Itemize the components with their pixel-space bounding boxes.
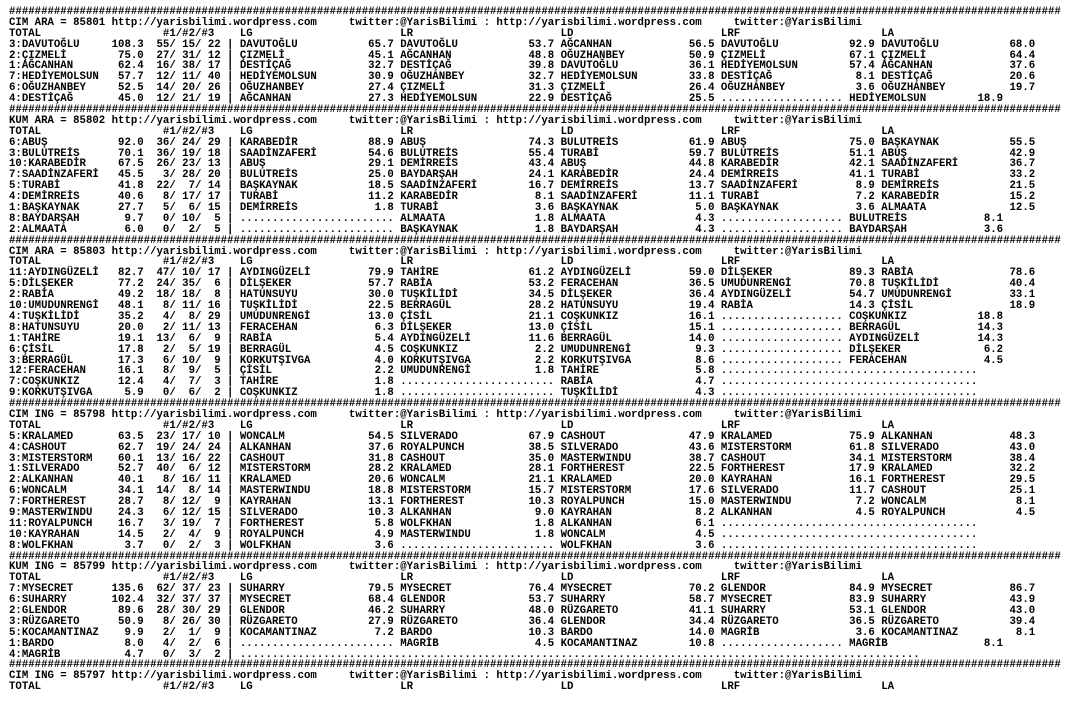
- race-header-line: CIM ING = 85798 http://yarisbilimi.wordpress.com twitter:@YarisBilimi : http://yarisbilimi.wordpress.com twitter:@YarisBilimi: [9, 408, 863, 421]
- result-row: 7:FORTHEREST 28.7 8/ 12/ 9 | KAYRAHAN 13.1 FORTHEREST 10.3 ROYALPUNCH 15.0 MASTERWINDU 7.2 WONCALM 8.1: [9, 496, 1036, 509]
- result-row: 8:HATUNSUYU 20.0 2/ 11/ 13 | FERACEHAN 6.3 DİLŞEKER 13.0 ÇİSİL 15.1 ................... BERRAGÜL 14.3: [9, 321, 1004, 334]
- result-row: 6:ABUŞ 92.0 36/ 24/ 29 | KARABEDİR 88.9 ABUŞ 74.3 BULUTREİS 61.9 ABUŞ 75.0 BAŞKAYNAK 55.5: [9, 136, 1036, 149]
- result-row: 10:KAYRAHAN 14.5 2/ 4/ 9 | ROYALPUNCH 4.9 MASTERWINDU 1.8 WONCALM 4.5 ........................................: [9, 528, 978, 541]
- result-row: 10:UMUDUNRENGİ 48.1 8/ 11/ 16 | TUŞKİLİDİ 22.5 BERRAGÜL 28.2 HATUNSUYU 19.4 RABİA 14.3 ÇİSİL 18.9: [9, 300, 1036, 313]
- result-row: 2:ÇIZMELİ 75.0 27/ 31/ 12 | ÇIZMELİ 45.1 AĞCANHAN 48.8 OĞUZHANBEY 50.9 ÇIZMELİ 67.1 ÇIZMELİ 64.4: [9, 49, 1036, 62]
- race-results-document: [9, 7, 1061, 693]
- result-row: 4:DEMİRREİS 40.6 8/ 17/ 17 | TURABİ 11.2 KARABEDİR 8.1 SAADİNZAFERİ 11.1 TURABİ 7.2 KARABEDİR 15.2: [9, 191, 1036, 204]
- column-header-line: TOTAL #1/#2/#3 LG LR LD LRF LA: [9, 572, 895, 585]
- result-row: 4:DESTİÇAĞ 45.0 12/ 21/ 19 | AĞCANHAN 27.3 HEDİYEMOLSUN 22.9 DESTİÇAĞ 25.5 ................... HEDİYEMOLSUN 18.9: [9, 93, 1004, 106]
- result-row: 10:KARABEDİR 67.5 26/ 23/ 13 | ABUŞ 29.1 DEMİRREİS 43.4 ABUŞ 44.8 KARABEDİR 42.1 SAADİNZAFERİ 36.7: [9, 158, 1036, 171]
- race-header-line: CIM ARA = 85801 http://yarisbilimi.wordpress.com twitter:@YarisBilimi : http://yarisbilimi.wordpress.com twitter:@YarisBilimi: [9, 16, 863, 29]
- column-header-line: TOTAL #1/#2/#3 LG LR LD LRF LA: [9, 256, 895, 269]
- result-row: 7:COŞKUNKIZ 12.4 4/ 7/ 3 | TAHİRE 1.8 ........................ RABİA 4.7 ........................................: [9, 376, 978, 389]
- result-row: 12:FERACEHAN 16.1 8/ 9/ 5 | ÇİSİL 2.2 UMUDUNRENGİ 1.8 TAHİRE 5.8 ........................................: [9, 365, 978, 378]
- result-row: 6:SUHARRY 102.4 32/ 37/ 37 | MYSECRET 68.4 GLENDOR 53.7 SUHARRY 58.7 MYSECRET 83.9 SUHARRY 43.9: [9, 594, 1036, 607]
- result-row: 8:WOLFKHAN 3.7 0/ 2/ 3 | WOLFKHAN 3.6 ........................ WOLFKHAN 3.6 ........................................: [9, 539, 978, 552]
- result-row: 3:BULUTREİS 70.1 36/ 19/ 18 | SAADİNZAFERİ 54.6 BULUTREİS 55.4 TURABİ 59.7 BULUTREİS 51.1 ABUŞ 42.9: [9, 147, 1036, 160]
- separator-line: ####################################################################################################################################################################: [9, 659, 1061, 672]
- result-row: 9:KORKUTŞIVGA 5.9 0/ 6/ 2 | COŞKUNKIZ 1.8 ........................ TUŞKİLİDİ 4.3 ........................................: [9, 387, 978, 400]
- race-header-line: CIM ING = 85797 http://yarisbilimi.wordpress.com twitter:@YarisBilimi : http://yarisbilimi.wordpress.com twitter:@YarisBilimi: [9, 670, 863, 683]
- column-header-line: TOTAL #1/#2/#3 LG LR LD LRF LA: [9, 419, 895, 432]
- result-row: 1:AĞCANHAN 62.4 16/ 38/ 17 | DESTİÇAĞ 32.7 DESTİÇAĞ 39.8 DAVUTOĞLU 36.1 HEDİYEMOLSUN 57.4 AĞCANHAN 37.6: [9, 60, 1036, 73]
- result-row: 3:BERRAGÜL 17.3 6/ 10/ 9 | KORKUTŞIVGA 4.0 KORKUTŞIVGA 2.2 KORKUTŞIVGA 8.6 ................... FERACEHAN 4.5: [9, 354, 1004, 367]
- result-row: 3:RÜZGARETO 50.9 8/ 26/ 30 | RÜZGARETO 27.9 RÜZGARETO 36.4 GLENDOR 34.4 RÜZGARETO 36.5 RÜZGARETO 39.4: [9, 615, 1036, 628]
- column-header-line: TOTAL #1/#2/#3 LG LR LD LRF LA: [9, 681, 895, 694]
- result-row: 2:RABİA 49.2 18/ 18/ 8 | HATUNSUYU 30.0 TUŞKİLİDİ 34.5 DİLŞEKER 36.4 AYDINGÜZELİ 54.7 UMUDUNRENGİ 33.1: [9, 289, 1036, 302]
- result-row: 9:MASTERWINDU 24.3 6/ 12/ 15 | SILVERADO 10.3 ALKANHAN 9.0 KAYRAHAN 8.2 ALKANHAN 4.5 ROYALPUNCH 4.5: [9, 506, 1036, 519]
- result-row: 2:GLENDOR 89.6 28/ 30/ 29 | GLENDOR 46.2 SUHARRY 48.0 RÜZGARETO 41.1 SUHARRY 53.1 GLENDOR 43.0: [9, 604, 1036, 617]
- result-row: 6:ÇİSİL 17.8 2/ 5/ 19 | BERRAGÜL 4.5 COŞKUNKIZ 2.2 UMUDUNRENGİ 9.3 ................... DİLŞEKER 6.2: [9, 343, 1004, 356]
- result-row: 4:CASHOUT 62.7 19/ 24/ 24 | ALKANHAN 37.6 ROYALPUNCH 38.5 SILVERADO 43.6 MISTERSTORM 61.8 SILVERADO 43.0: [9, 441, 1036, 454]
- race-header-line: KUM ING = 85799 http://yarisbilimi.wordpress.com twitter:@YarisBilimi : http://yarisbilimi.wordpress.com twitter:@YarisBilimi: [9, 561, 863, 574]
- result-row: 1:SILVERADO 52.7 40/ 6/ 12 | MISTERSTORM 28.2 KRALAMED 28.1 FORTHEREST 22.5 FORTHEREST 17.9 KRALAMED 32.2: [9, 463, 1036, 476]
- result-row: 4:MAGRİB 4.7 0/ 3/ 2 | ..........................................................................................................: [9, 648, 920, 661]
- separator-line: ####################################################################################################################################################################: [9, 234, 1061, 247]
- result-row: 3:DAVUTOĞLU 108.3 55/ 15/ 22 | DAVUTOĞLU 65.7 DAVUTOĞLU 53.7 AĞCANHAN 56.5 DAVUTOĞLU 92.9 DAVUTOĞLU 68.0: [9, 38, 1036, 51]
- result-row: 2:ALMAATA 6.0 0/ 2/ 5 | ........................ BAŞKAYNAK 1.8 BAYDARŞAH 4.3 ................... BAYDARŞAH 3.6: [9, 223, 1004, 236]
- result-row: 5:KRALAMED 63.5 23/ 17/ 10 | WONCALM 54.5 SILVERADO 67.9 CASHOUT 47.9 KRALAMED 75.9 ALKANHAN 48.3: [9, 430, 1036, 443]
- result-row: 7:HEDİYEMOLSUN 57.7 12/ 11/ 40 | HEDİYEMOLSUN 30.9 OĞUZHANBEY 32.7 HEDİYEMOLSUN 33.8 DESTİÇAĞ 8.1 DESTİÇAĞ 20.6: [9, 71, 1036, 84]
- race-header-line: CIM ARA = 85803 http://yarisbilimi.wordpress.com twitter:@YarisBilimi : http://yarisbilimi.wordpress.com twitter:@YarisBilimi: [9, 245, 863, 258]
- result-row: 5:TURABİ 41.8 22/ 7/ 14 | BAŞKAYNAK 18.5 SAADİNZAFERİ 16.7 DEMİRREİS 13.7 SAADİNZAFERİ 8.9 DEMİRREİS 21.5: [9, 180, 1036, 193]
- separator-line: ####################################################################################################################################################################: [9, 104, 1061, 117]
- result-row: 7:SAADİNZAFERİ 45.5 3/ 28/ 20 | BULUTREİS 25.0 BAYDARŞAH 24.1 KARABEDİR 24.4 DEMİRREİS 41.1 TURABİ 33.2: [9, 169, 1036, 182]
- separator-line: ####################################################################################################################################################################: [9, 398, 1061, 411]
- result-row: 5:KOCAMANTINAZ 9.9 2/ 1/ 9 | KOCAMANTINAZ 7.2 BARDO 10.3 BARDO 14.0 MAGRİB 3.6 KOCAMANTINAZ 8.1: [9, 626, 1036, 639]
- separator-line: ####################################################################################################################################################################: [9, 6, 1061, 18]
- column-header-line: TOTAL #1/#2/#3 LG LR LD LRF LA: [9, 125, 895, 138]
- result-row: 11:AYDINGÜZELİ 82.7 47/ 10/ 17 | AYDINGÜZELİ 79.9 TAHİRE 61.2 AYDINGÜZELİ 59.0 DİLŞEKER 89.3 RABİA 78.6: [9, 267, 1036, 280]
- result-row: 6:WONCALM 34.1 14/ 8/ 14 | MASTERWINDU 18.8 MISTERSTORM 15.7 MISTERSTORM 17.6 SILVERADO 11.7 CASHOUT 25.1: [9, 485, 1036, 498]
- result-row: 11:ROYALPUNCH 16.7 3/ 19/ 7 | FORTHEREST 5.8 WOLFKHAN 1.8 ALKANHAN 6.1 ........................................: [9, 517, 978, 530]
- result-row: 2:ALKANHAN 40.1 8/ 16/ 11 | KRALAMED 20.6 WONCALM 21.1 KRALAMED 20.0 KAYRAHAN 16.1 FORTHEREST 29.5: [9, 474, 1036, 487]
- result-row: 3:MISTERSTORM 60.1 13/ 16/ 22 | CASHOUT 31.8 CASHOUT 35.0 MASTERWINDU 38.7 CASHOUT 34.1 MISTERSTORM 38.4: [9, 452, 1036, 465]
- result-row: 6:OĞUZHANBEY 52.5 14/ 20/ 26 | OĞUZHANBEY 27.4 ÇIZMELİ 31.3 ÇIZMELİ 26.4 OĞUZHANBEY 3.6 OĞUZHANBEY 19.7: [9, 82, 1036, 95]
- separator-line: ####################################################################################################################################################################: [9, 550, 1061, 563]
- result-row: 1:BAŞKAYNAK 27.7 5/ 6/ 15 | DEMİRREİS 1.8 TURABİ 3.6 BAŞKAYNAK 5.0 BAŞKAYNAK 3.6 ALMAATA 12.5: [9, 202, 1036, 215]
- result-row: 7:MYSECRET 135.6 62/ 37/ 23 | SUHARRY 79.5 MYSECRET 76.4 MYSECRET 70.2 GLENDOR 84.9 MYSECRET 86.7: [9, 583, 1036, 596]
- result-row: 1:TAHİRE 19.1 13/ 6/ 9 | RABİA 5.4 AYDINGÜZELİ 11.6 BERRAGÜL 14.0 ................... AYDINGÜZELİ 14.3: [9, 332, 1004, 345]
- result-row: 8:BAYDARŞAH 9.7 0/ 10/ 5 | ........................ ALMAATA 1.8 ALMAATA 4.3 ................... BULUTREİS 8.1: [9, 212, 1004, 225]
- race-header-line: KUM ARA = 85802 http://yarisbilimi.wordpress.com twitter:@YarisBilimi : http://yarisbilimi.wordpress.com twitter:@YarisBilimi: [9, 114, 863, 127]
- result-row: 5:DİLŞEKER 77.2 24/ 35/ 6 | DİLŞEKER 57.7 RABİA 53.2 FERACEHAN 36.5 UMUDUNRENGİ 70.8 TUŞKİLİDİ 40.4: [9, 278, 1036, 291]
- result-row: 4:TUŞKİLİDİ 35.2 4/ 8/ 29 | UMUDUNRENGİ 13.0 ÇİSİL 21.1 COŞKUNKIZ 16.1 ................... COŞKUNKIZ 18.8: [9, 310, 1004, 323]
- column-header-line: TOTAL #1/#2/#3 LG LR LD LRF LA: [9, 27, 895, 40]
- result-row: 1:BARDO 8.0 4/ 2/ 6 | ........................ MAGRİB 4.5 KOCAMANTINAZ 10.8 ................... MAGRİB 8.1: [9, 637, 1004, 650]
